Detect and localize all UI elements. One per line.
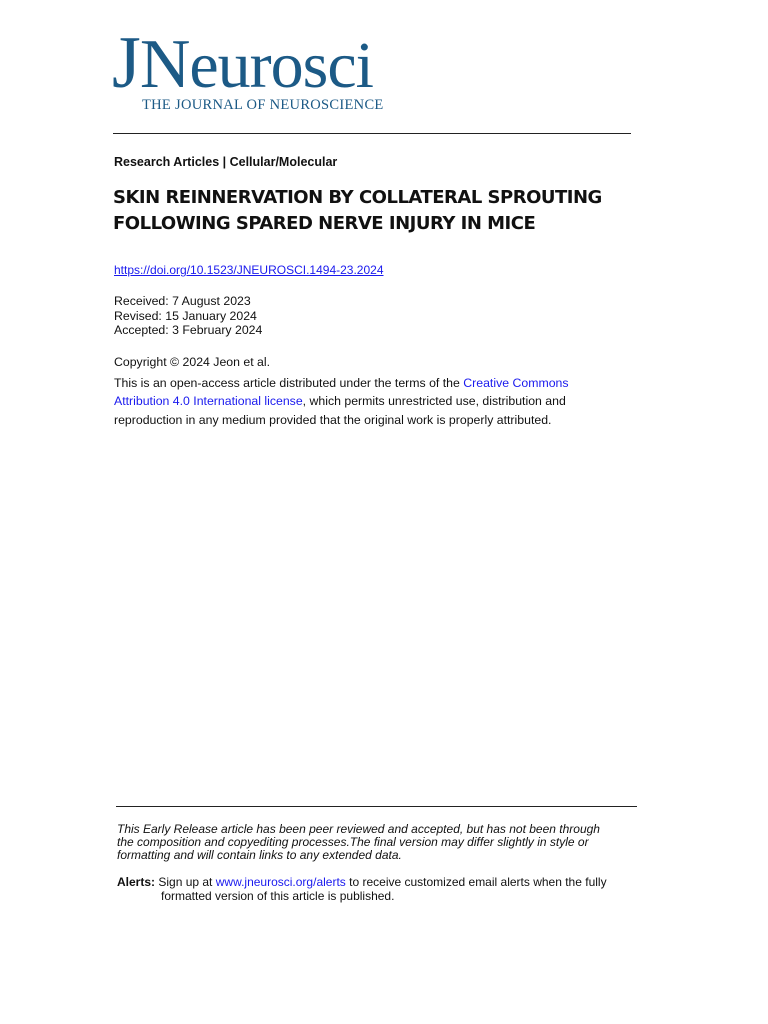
early-release-line-2: the composition and copyediting processes.The final version may differ slightly in style or	[117, 835, 589, 850]
alerts-label: Alerts:	[117, 875, 156, 889]
logo-letter-n: N	[139, 26, 190, 103]
doi-link[interactable]: https://doi.org/10.1523/JNEUROSCI.1494-23.2024	[114, 263, 384, 277]
journal-subtitle: THE JOURNAL OF NEUROSCIENCE	[142, 97, 384, 113]
footer-divider	[116, 806, 637, 807]
accepted-date: Accepted: 3 February 2024	[114, 323, 263, 338]
early-release-line-1: This Early Release article has been peer reviewed and accepted, but has not been through	[117, 822, 600, 836]
alerts-text-before: Sign up at	[155, 875, 216, 889]
license-text-after: , which permits unrestricted use, distribution and reproduction in any medium provided that the original work is properly attributed.	[114, 394, 566, 427]
early-release-notice	[117, 823, 637, 863]
alerts-link[interactable]: www.jneurosci.org/alerts	[215, 875, 346, 889]
revised-date: Revised: 15 January 2024	[114, 308, 257, 323]
alerts-notice	[117, 875, 637, 903]
alerts-text-after: to receive customized email alerts when the fully	[345, 875, 607, 889]
early-release-line-3: formatting and will contain links to any extended data.	[117, 848, 402, 863]
publication-dates	[114, 294, 262, 338]
alerts-line-1	[117, 875, 637, 889]
received-date: Received: 7 August 2023	[114, 294, 251, 308]
logo-wordmark-rest: eurosci	[189, 29, 373, 102]
article-title-line-2: FOLLOWING SPARED NERVE INJURY IN MICE	[113, 213, 536, 234]
logo-wordmark	[112, 22, 384, 104]
logo-letter-j: J	[112, 22, 140, 104]
header-divider	[113, 133, 631, 134]
copyright-notice: Copyright © 2024 Jeon et al.	[114, 355, 271, 369]
license-link[interactable]: Creative Commons Attribution 4.0 International license	[114, 376, 569, 409]
article-section	[114, 155, 337, 169]
license-text-before: This is an open-access article distributed under the terms of the	[114, 376, 464, 390]
journal-logo	[112, 22, 384, 114]
license-statement	[114, 374, 594, 429]
section-subcategory: Cellular/Molecular	[229, 155, 338, 169]
alerts-line-2: formatted version of this article is published.	[161, 889, 395, 903]
section-category: Research Articles	[114, 155, 220, 169]
section-separator: |	[219, 155, 230, 169]
article-title	[113, 185, 633, 237]
article-title-line-1: SKIN REINNERVATION BY COLLATERAL SPROUTING	[113, 187, 602, 208]
